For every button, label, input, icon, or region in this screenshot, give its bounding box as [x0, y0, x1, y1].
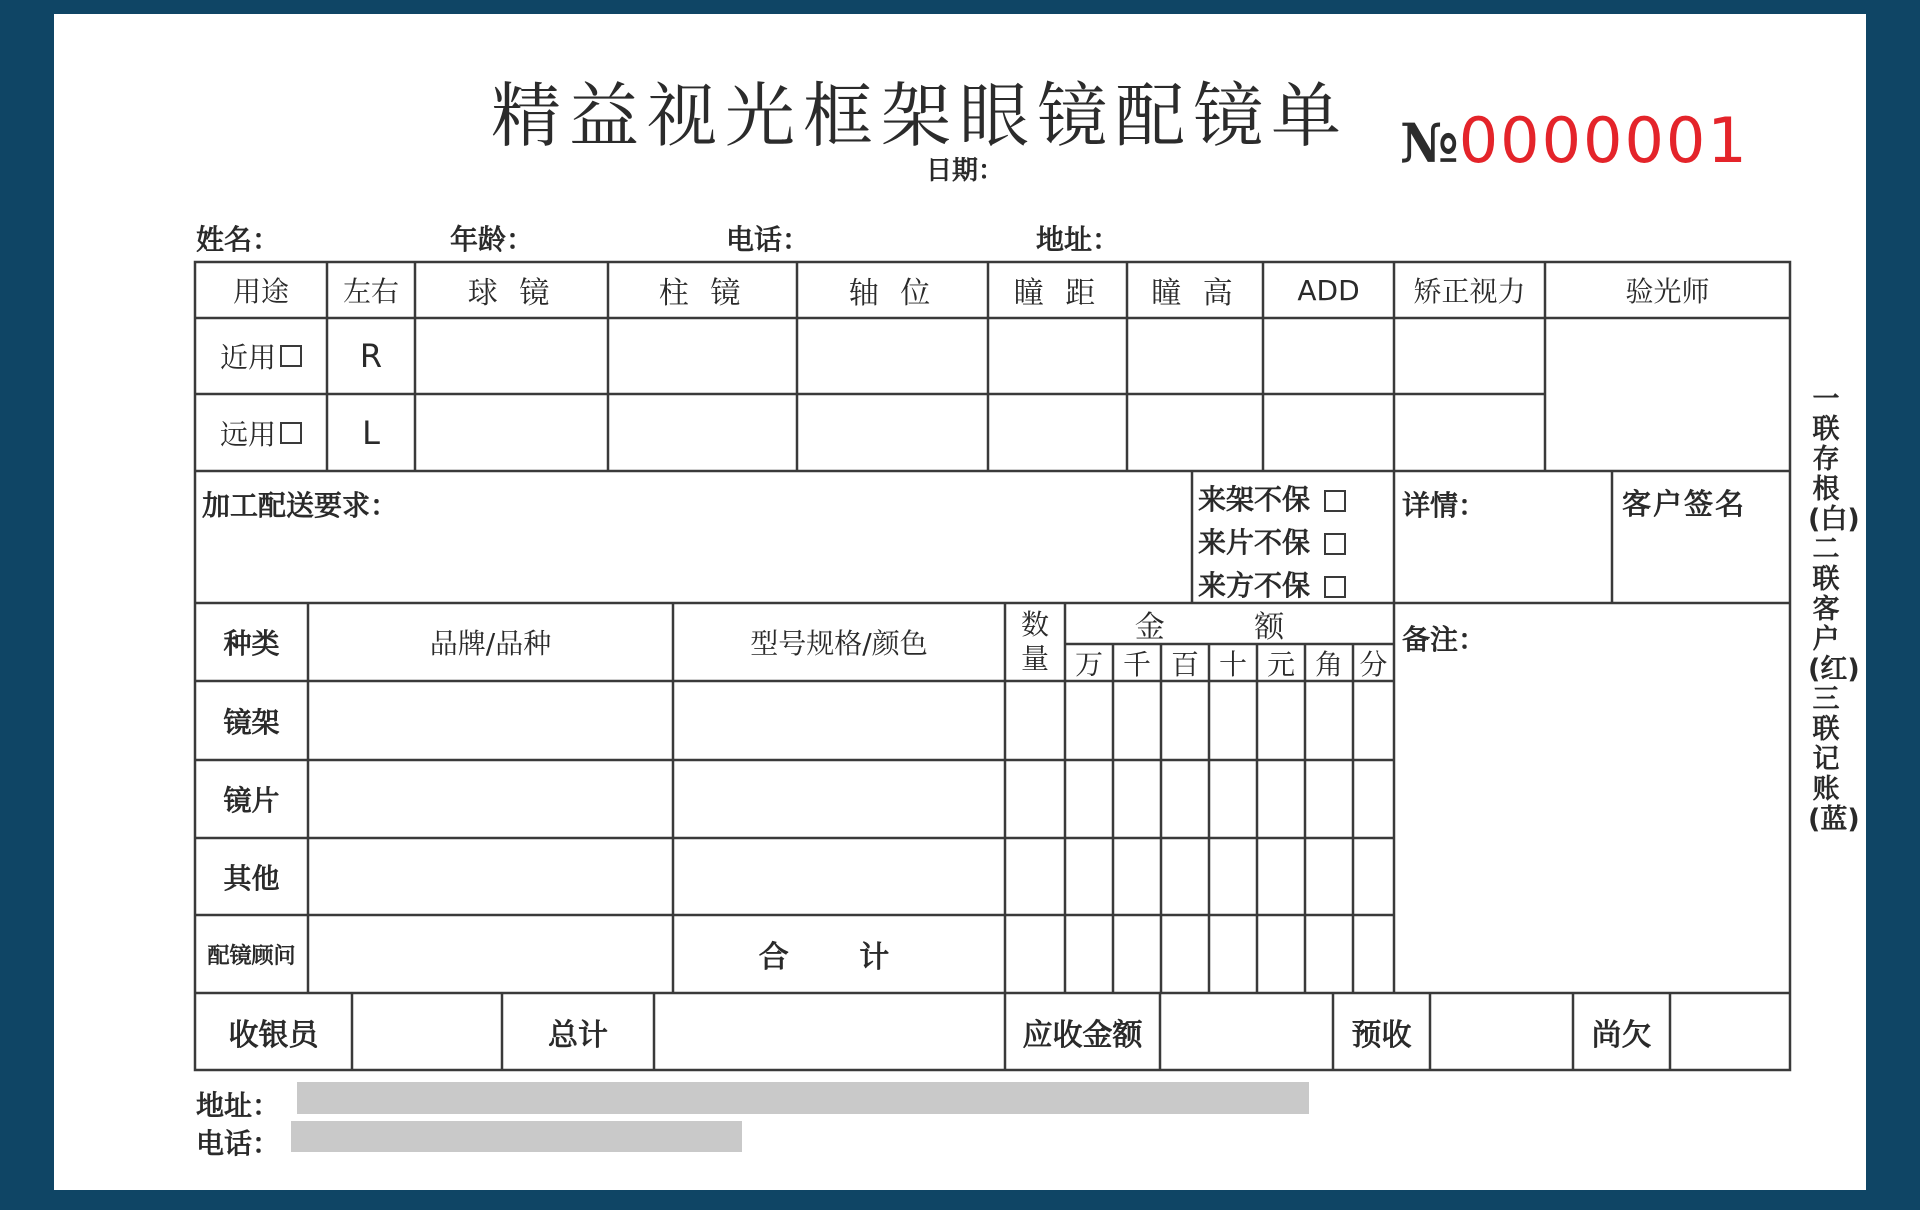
items-header-qty: 数量 — [1021, 608, 1050, 675]
option-lens-checkbox[interactable] — [1324, 533, 1346, 555]
rx-header-va: 矫正视力 — [1413, 275, 1526, 308]
unit-yuan: 元 — [1266, 647, 1295, 681]
rx-header-optometrist: 验光师 — [1625, 275, 1710, 308]
unit-jiao: 角 — [1314, 647, 1343, 681]
rx-side-l: L — [362, 413, 380, 452]
unit-bai: 百 — [1170, 647, 1199, 681]
rx-header-height: 瞳 高 — [1151, 276, 1239, 311]
age-label: 年龄： — [450, 223, 535, 256]
grand-total-label: 总计 — [548, 1017, 608, 1053]
option-lens[interactable]: 来片不保 — [1198, 521, 1346, 564]
items-header-brand: 品牌/品种 — [429, 627, 552, 660]
items-header-model: 型号规格/颜色 — [750, 627, 928, 660]
option-frame-checkbox[interactable] — [1324, 490, 1346, 512]
option-frame[interactable]: 来架不保 — [1198, 478, 1346, 521]
unit-fen: 分 — [1359, 647, 1388, 681]
footer-address-label: 地址： — [196, 1089, 281, 1122]
processing-label: 加工配送要求： — [202, 489, 399, 522]
footer-phone-label: 电话： — [196, 1127, 281, 1160]
rx-use-far-label: 远用 — [219, 417, 276, 451]
number-sign: № — [1400, 111, 1459, 175]
rx-header-sphere: 球 镜 — [467, 276, 556, 311]
item-row-consultant: 配镜顾问 — [207, 943, 296, 969]
name-label: 姓名： — [196, 223, 281, 256]
redacted-phone — [291, 1121, 742, 1152]
receivable-label: 应收金额 — [1022, 1017, 1143, 1053]
item-row-lens: 镜片 — [223, 784, 280, 817]
item-row-other: 其他 — [223, 861, 280, 895]
rx-header-use: 用途 — [232, 275, 289, 308]
cashier-label: 收银员 — [228, 1017, 319, 1053]
rx-row-near[interactable] — [195, 318, 327, 394]
signature-label: 客户签名 — [1622, 487, 1747, 521]
phone-label: 电话： — [726, 223, 811, 256]
serial-digits: 0000001 — [1458, 104, 1749, 177]
rx-header-add: ADD — [1297, 273, 1360, 307]
owed-label: 尚欠 — [1591, 1017, 1652, 1053]
unit-wan: 万 — [1074, 647, 1103, 681]
item-row-frame: 镜架 — [223, 705, 280, 739]
details-label: 详情： — [1402, 489, 1487, 522]
items-header-amount: 金 额 — [1134, 609, 1325, 645]
unit-qian: 千 — [1122, 647, 1151, 681]
copies-note: 一联存根(白) 二联客户(红) 三联记账(蓝) — [1808, 384, 1860, 835]
rx-header-cylinder: 柱 镜 — [658, 276, 747, 311]
near-checkbox[interactable] — [280, 345, 302, 367]
option-rx[interactable]: 来方不保 — [1198, 564, 1346, 607]
warranty-options — [1198, 478, 1346, 607]
rx-use-near-label: 近用 — [219, 341, 276, 374]
rx-header-pd: 瞳 距 — [1013, 276, 1102, 311]
date-label: 日期： — [926, 156, 1005, 186]
rx-row-far[interactable] — [195, 394, 327, 471]
form-title: 精益视光框架眼镜配镜单 — [491, 75, 1349, 157]
rx-header-axis: 轴 位 — [848, 276, 937, 311]
address-label: 地址： — [1036, 223, 1121, 256]
rx-header-side: 左右 — [342, 275, 399, 308]
far-checkbox[interactable] — [280, 422, 302, 444]
total-label: 合 计 — [758, 940, 920, 975]
remarks-label: 备注： — [1402, 623, 1487, 656]
rx-side-r: R — [359, 337, 383, 375]
items-header-category: 种类 — [223, 627, 280, 660]
option-rx-checkbox[interactable] — [1324, 576, 1346, 598]
prepaid-label: 预收 — [1351, 1017, 1412, 1053]
unit-shi: 十 — [1218, 647, 1247, 681]
redacted-address — [297, 1082, 1309, 1114]
